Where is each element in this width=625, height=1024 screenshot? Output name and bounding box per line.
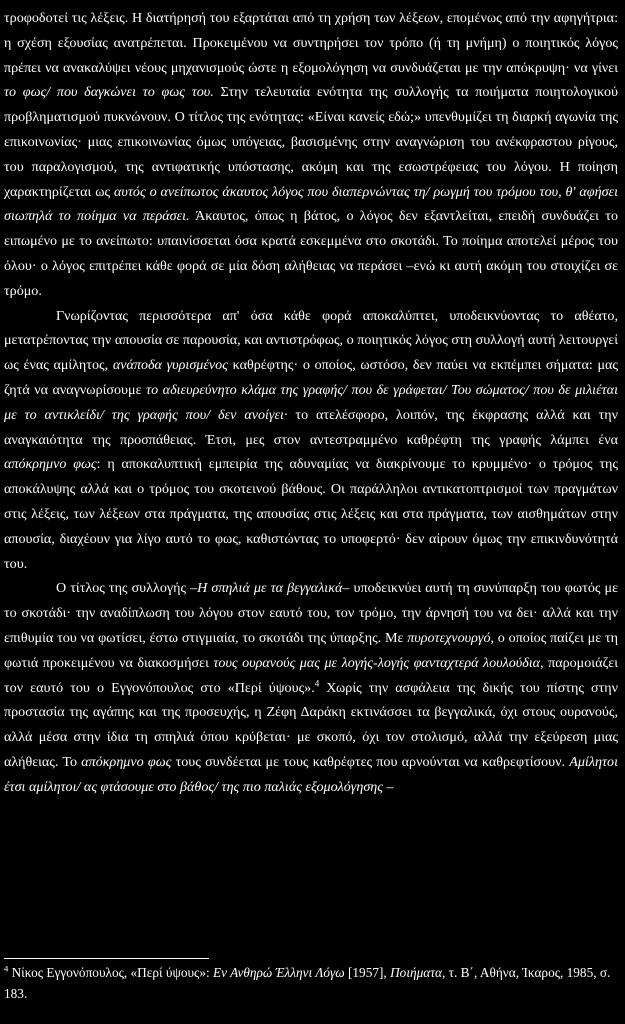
document-page: [4, 0, 618, 800]
italic-quote: απόκρημνο φως: [81, 753, 172, 770]
text-run: καθρέφτης· ο οποίος, ωστόσο, δεν παύει να εκπέμπει σήματα: μας ζητά να αναγνωρίσουμε: [4, 357, 619, 398]
text-run: Νίκος Εγγονόπουλος, «Περί ύψους»:: [8, 965, 213, 980]
text-run: , ο οποίος παίζει με τη φωτιά προκειμένου να διακοσμήσει: [4, 629, 618, 671]
italic-quote: πυροτεχνουργό: [407, 629, 491, 646]
italic-quote: Ποιήματα: [390, 965, 443, 980]
italic-quote: το φως/ που δαγκώνει το φως του.: [4, 84, 214, 101]
text-run: Ο τίτλος της συλλογής –: [56, 580, 198, 597]
text-run: Άκαυτος, όπως η βάτος, ο λόγος δεν εξαντλείται, επειδή συνδυάζει το ειπωμένο με το ανείπωτο: υπαινίσσεται όσα κρατά εσκεμμένα στο σκοτάδι. Το ποίημα αποτελεί μέρος του όλου· ο λόγος επιτρέπει κάθε φορά σε μία δόση αλήθειας να περάσει –ενώ κι αυτή ακόμη του στοιχίζει σε τρόμο.: [4, 208, 618, 299]
text-run: τους συνδέεται με τους καθρέφτες που αρνούνται να καθρεφτίσουν.: [171, 753, 570, 770]
text-run: Γνωρίζοντας περισσότερα απ' όσα κάθε φορά αποκαλύπτει, υποδεικνύοντας το αθέατο, μετατρέποντας την απουσία σε παρουσία, και αντιστρόφως, ο ποιητικός λόγος στη συλλογή αυτή λειτουργεί ως ένας αμίλητος,: [4, 307, 618, 374]
body-paragraph: [4, 576, 618, 799]
italic-quote: ανάποδα γυρισμένος: [112, 357, 228, 374]
italic-quote: το αδιευρεύνητο κλάμα της γραφής/ που δε γράφεται/ Του σώματος/ που δε μιλιέται με το αντικλείδι/ της γραφής που/ δεν ανοίγει·: [4, 381, 618, 423]
footnote-separator: [4, 958, 209, 959]
footnote-marker: 4: [4, 963, 9, 974]
italic-quote: Αμίλητοι έτσι αμίλητοι/ ας φτάσουμε στο βάθος/ της πιο παλιάς εξομολόγησης –: [4, 753, 618, 795]
text-run: το ατελέσφορο, λοιπόν, της έκφρασης αλλά και την αναγκαιότητα της προσπάθειας. Έτσι, μες στον αντεστραμμένο καθρέφτη της γραφής λάμπει ένα: [4, 406, 618, 448]
italic-quote: απόκρημνο φως: [4, 456, 97, 473]
footnote-marker: 4: [314, 677, 320, 688]
text-run: Στην τελευταία ενότητα της συλλογής τα ποιήματα ποιητολογικού προβληματισμού πυκνώνουν. Ο τίτλος της ενότητας: «Είναι κανείς εδώ;» υπενθυμίζει τη διαρκή αγωνία της επικοινωνίας· μιας επικοινωνίας όμως υπόγειας, βασισμένης στην αναγνώριση του ανέκφραστου ρίγους, του παραλογισμού, της αντιφατικής υπόστασης, ακόμη και της εσωστρέφειας του λόγου. Η ποίηση χαρακτηρίζεται ως: [4, 84, 618, 200]
text-run: , παρομοιάζει τον εαυτό του ο Εγγονόπουλος στο «Περί ύψους».: [4, 654, 619, 696]
italic-quote: τους ουρανούς μας με λογής-λογής φανταχτερά λουλούδια: [213, 654, 541, 671]
text-run: τροφοδοτεί τις λέξεις. Η διατήρησή του εξαρτάται από τη χρήση των λέξεων, επομένως από την αφηγήτρια: η σχέση εξουσίας ανατρέπεται. Προκειμένου να συντηρήσει τον τρόπο (ή τη μνήμη) ο ποιητικός λόγος πρέπει να ανακαλύψει νέους μηχανισμούς ώστε η εξομολόγηση να συνδυάζεται με την απόκρυψη· να γίνει: [4, 10, 618, 76]
italic-quote: αυτός ο ανείπωτος άκαυτος λόγος που διαπερνώντας τη/ ρωγμή του τρόμου του, θ' αφήσει σιωπηλά το ποίημα να περάσει.: [4, 183, 618, 225]
text-run: , τ. Β΄, Αθήνα, Ίκαρος, 1985, σ. 183.: [4, 965, 611, 1001]
text-run: – υποδεικνύει αυτή τη συνύπαρξη του φωτός με το σκοτάδι· την αναδίπλωση του λόγου στον εαυτό του, τον τρόμο, την άρνησή του να δει· αλλά και την επιθυμία του να φωτίσει, έστω στιγμιαία, το σκοτάδι της ύπαρξης. Με: [4, 580, 618, 646]
italic-quote: Εν Ανθηρώ Έλληνι Λόγω: [212, 965, 345, 980]
italic-quote: Η σπηλιά με τα βεγγαλικά: [197, 580, 343, 597]
footnote: [4, 963, 618, 1004]
text-run: Χωρίς την ασφάλεια της δικής του πίστης στην προστασία της αγάπης και της προσευχής, η Ζέφη Δαράκη εκτινάσσει τα βεγγαλικά, όχι στους ουρανούς, αλλά μέσα στην ίδια τη σπηλιά όπου κρύβεται· με σκοπό, όχι τον στολισμό, αλλά την εξεύρεση μιας αλήθειας. Το: [4, 679, 618, 770]
text-run: [1957],: [344, 965, 391, 980]
body-paragraph: [4, 6, 618, 304]
body-paragraph: [4, 304, 618, 577]
text-run: : η αποκαλυπτική εμπειρία της αδυναμίας να διακρίνουμε το κρυμμένο· ο τρόμος της αποκάλυψης αλλά και ο τρόμος του σκοτεινού βάθους. Οι παράλληλοι αντικατοπτρισμοί των πραγμάτων στις λέξεις, των λέξεων στα πράγματα, της απουσίας στις λέξεις και στα πράγματα, των αισθημάτων στην απουσία, διαχέουν για λίγο αυτό το φως, καθιστώντας το υποφερτό· δεν αίρουν όμως την επικινδυνότητά του.: [4, 456, 618, 572]
